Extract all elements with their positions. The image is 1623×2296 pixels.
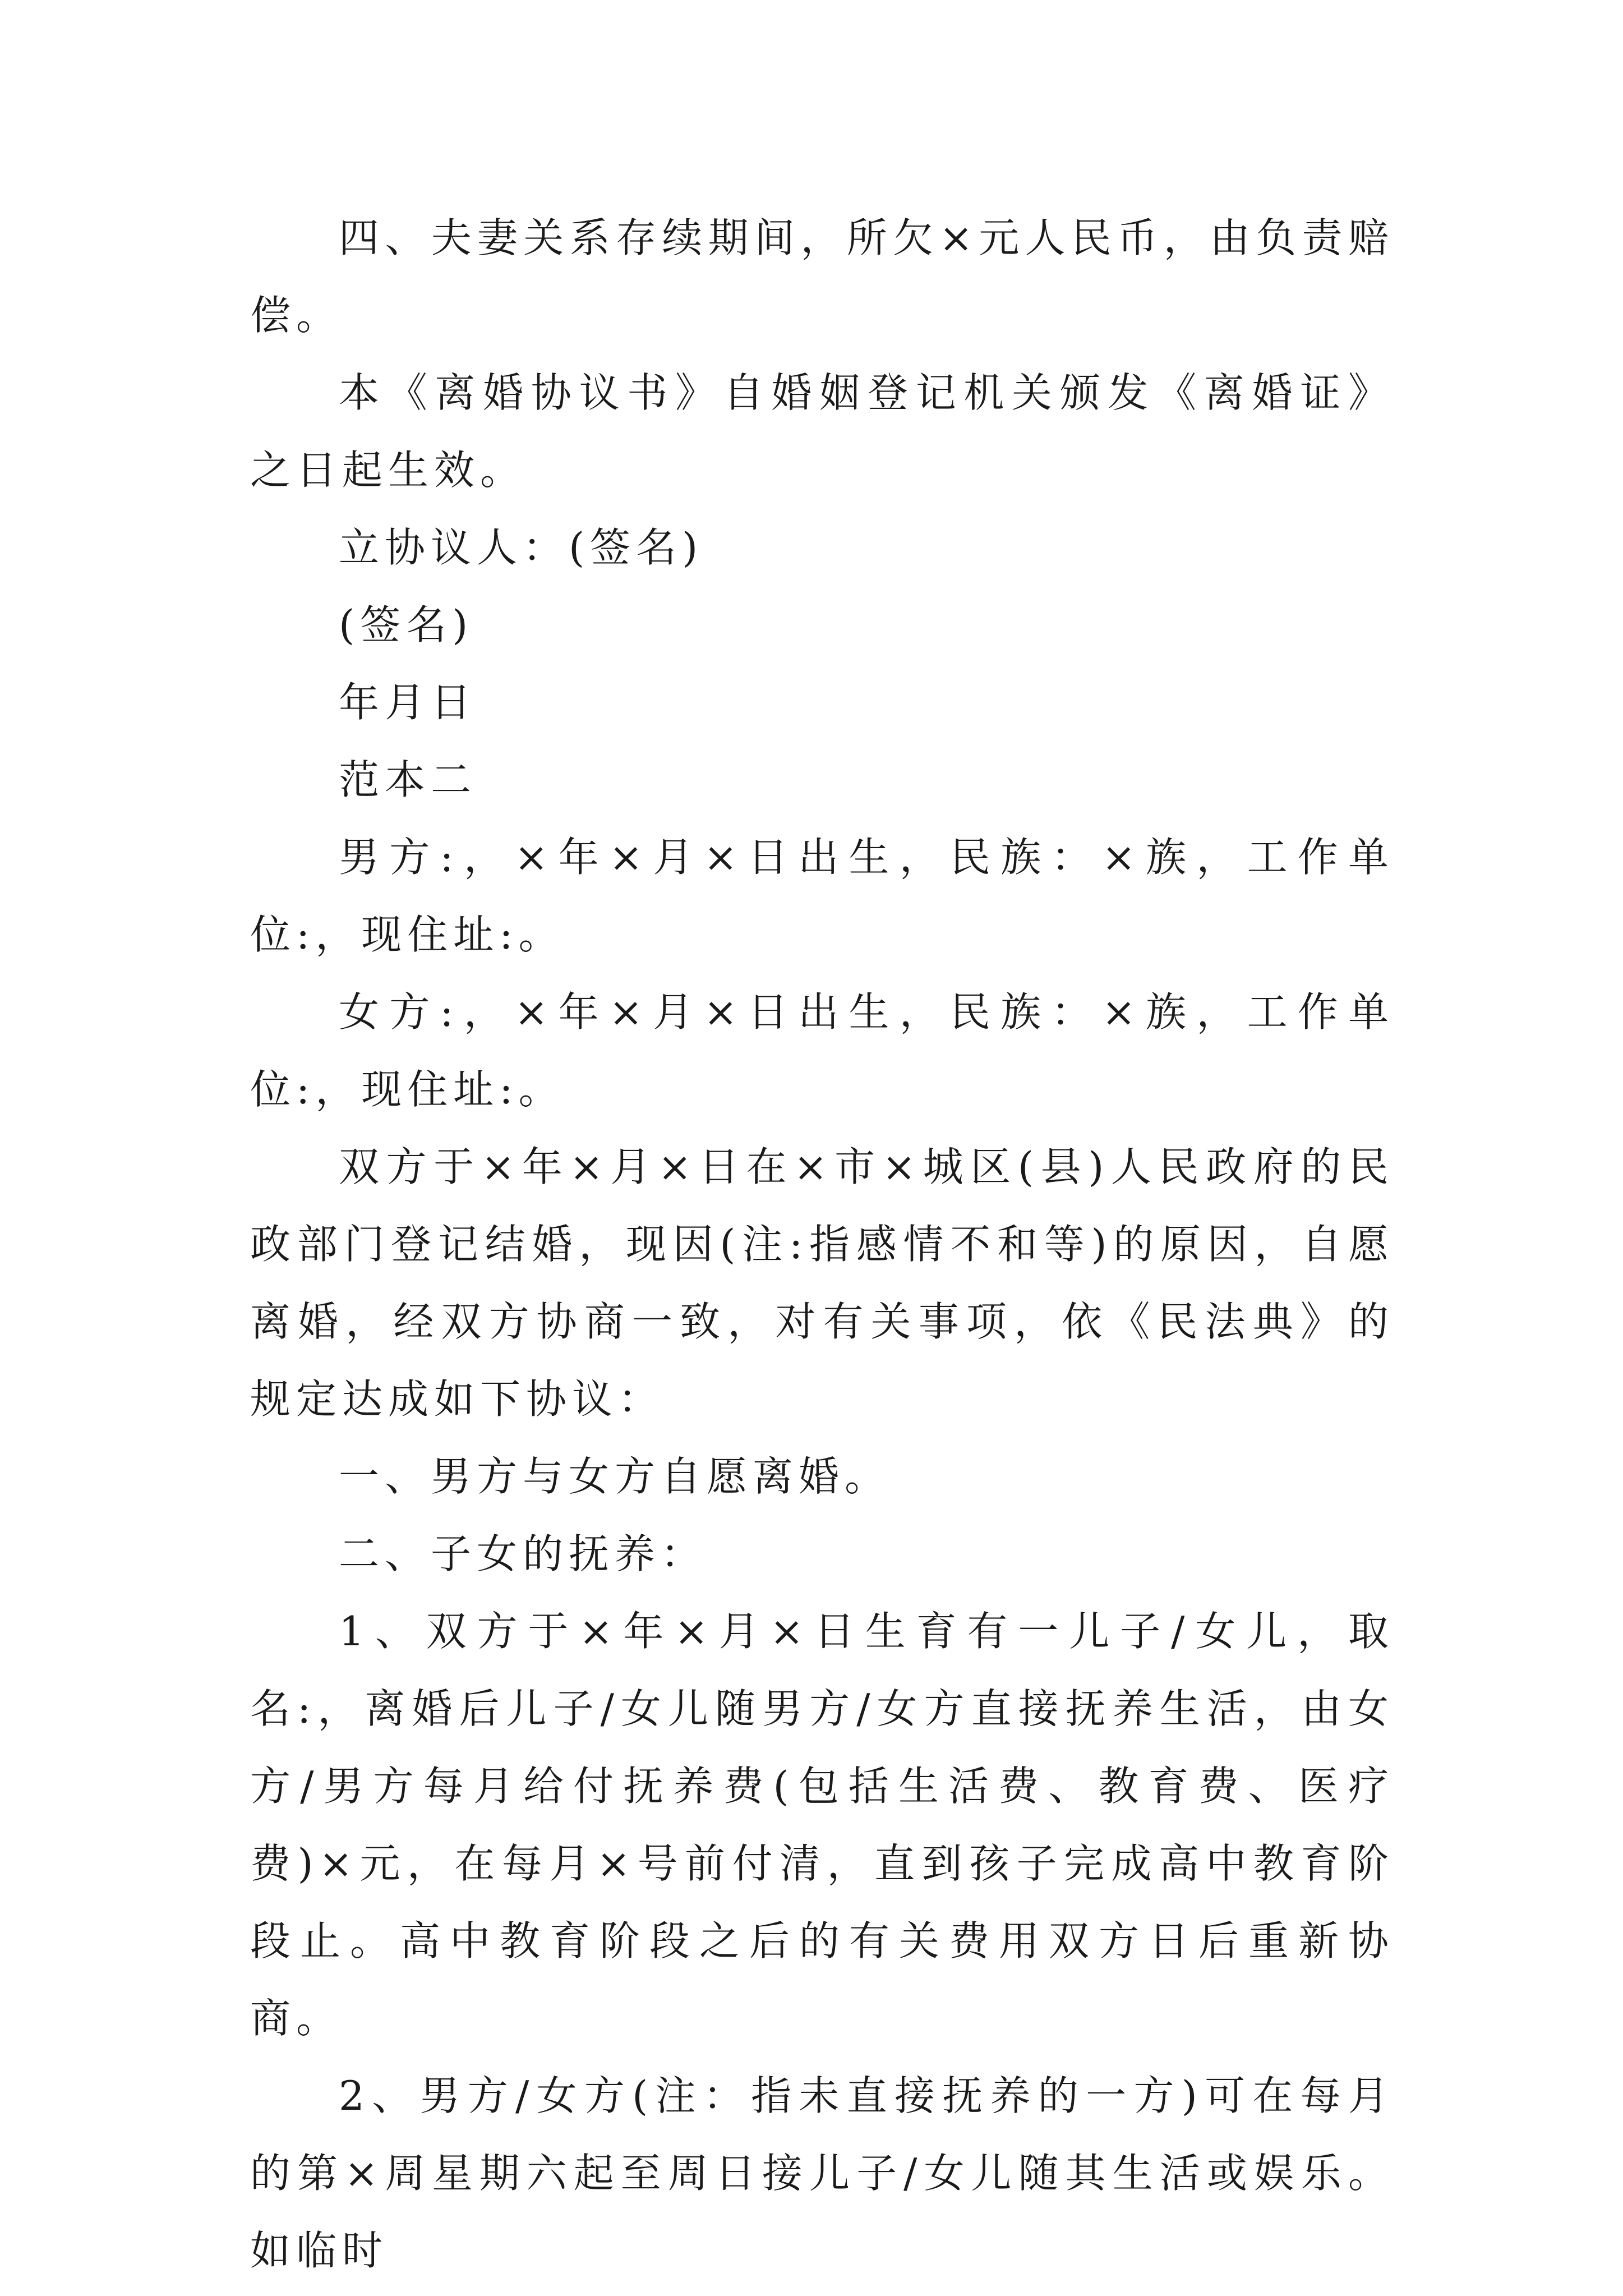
paragraph-clause-custody-heading: 二、子女的抚养： bbox=[339, 1530, 707, 1577]
paragraph-wife-info: 女方:，×年×月×日出生，民族：×族，工作单位:，现住址:。 bbox=[250, 988, 1394, 1113]
paragraph-debt-clause: 四、夫妻关系存续期间，所欠×元人民币，由负责赔偿。 bbox=[250, 214, 1394, 339]
paragraph-clause-divorce: 一、男方与女方自愿离婚。 bbox=[339, 1453, 891, 1500]
paragraph-clause-custody-1: 1、双方于×年×月×日生育有一儿子/女儿，取名:，离婚后儿子/女儿随男方/女方直接抚养生活，由女方/男方每月给付抚养费(包括生活费、教育费、医疗费)×元，在每月×号前付清，直到孩子完成高中教育阶段止。高中教育阶段之后的有关费用双方日后重新协商。 bbox=[250, 1608, 1394, 2042]
paragraph-marriage-background: 双方于×年×月×日在×市×城区(县)人民政府的民政部门登记结婚，现因(注:指感情不和等)的原因，自愿离婚，经双方协商一致，对有关事项，依《民法典》的规定达成如下协议： bbox=[250, 1143, 1394, 1423]
paragraph-husband-info: 男方:，×年×月×日出生，民族：×族，工作单位:，现住址:。 bbox=[250, 834, 1394, 958]
paragraph-signatory: 立协议人：(签名) bbox=[339, 524, 704, 571]
document-body bbox=[250, 199, 1394, 2289]
paragraph-template-heading: 范本二 bbox=[339, 756, 477, 803]
paragraph-signature: (签名) bbox=[339, 601, 474, 648]
paragraph-date: 年月日 bbox=[339, 679, 477, 726]
paragraph-clause-custody-2: 2、男方/女方(注：指未直接抚养的一方)可在每月的第×周星期六起至周日接儿子/女儿随其生活或娱乐。如临时 bbox=[250, 2072, 1394, 2274]
paragraph-effective-clause: 本《离婚协议书》自婚姻登记机关颁发《离婚证》之日起生效。 bbox=[250, 369, 1394, 494]
